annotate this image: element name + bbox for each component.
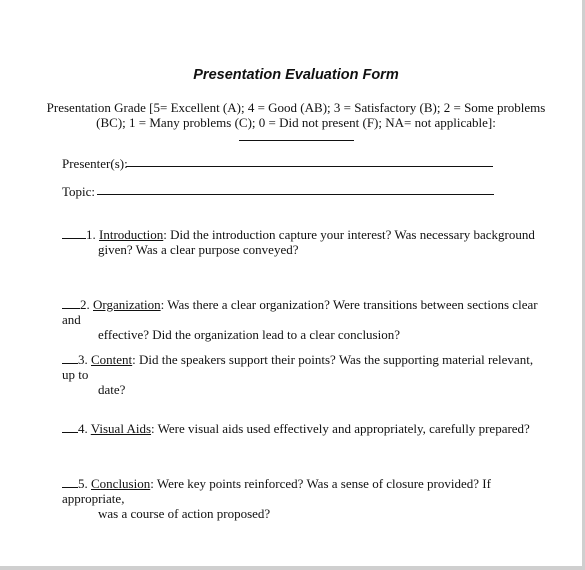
question-text: : Did the introduction capture your interest? Was necessary background — [163, 227, 535, 242]
score-blank-line[interactable] — [62, 475, 78, 488]
score-blank-line[interactable] — [62, 296, 80, 309]
question-organization — [62, 296, 542, 342]
question-heading: Visual Aids — [90, 421, 152, 436]
grade-scale — [40, 100, 552, 130]
question-text-continued: effective? Did the organization lead to a clear conclusion? — [98, 327, 400, 342]
question-text: : Were key points reinforced? Was a sense of closure provided? If appropriate, — [62, 476, 491, 506]
question-visual-aids — [62, 420, 542, 436]
presenter-blank-line[interactable] — [126, 166, 493, 167]
question-heading: Organization — [93, 297, 161, 312]
question-number: 5. — [78, 476, 88, 491]
grade-scale-line-2: (BC); 1 = Many problems (C); 0 = Did not present (F); NA= not applicable]: — [96, 115, 496, 130]
score-blank-line[interactable] — [62, 420, 78, 433]
grade-blank-line[interactable] — [239, 140, 354, 141]
question-heading: Introduction — [99, 227, 164, 242]
presenter-label: Presenter(s): — [62, 156, 128, 171]
question-text-continued: given? Was a clear purpose conveyed? — [98, 242, 299, 257]
question-number: 4. — [78, 421, 88, 436]
question-number: 3. — [78, 352, 88, 367]
question-text: : Did the speakers support their points? Was the supporting material relevant, up to — [62, 352, 534, 382]
question-text: : Was there a clear organization? Were transitions between sections clear and — [62, 297, 538, 327]
question-text: : Were visual aids used effectively and appropriately, carefully prepared? — [151, 421, 530, 436]
grade-scale-line-1: Presentation Grade [5= Excellent (A); 4 = Good (AB); 3 = Satisfactory (B); 2 = Some problems — [46, 100, 546, 115]
question-heading: Content — [91, 352, 133, 367]
question-conclusion — [62, 475, 542, 521]
question-heading: Conclusion — [91, 476, 151, 491]
question-introduction — [62, 226, 542, 257]
question-number: 1. — [86, 227, 96, 242]
topic-blank-line[interactable] — [97, 194, 494, 195]
question-text-continued: was a course of action proposed? — [98, 506, 271, 521]
question-number: 2. — [80, 297, 90, 312]
score-blank-line[interactable] — [62, 351, 78, 364]
topic-label: Topic: — [62, 184, 96, 199]
score-blank-line[interactable] — [62, 226, 86, 239]
form-title: Presentation Evaluation Form — [193, 67, 399, 83]
question-text-continued: date? — [98, 382, 126, 397]
question-content — [62, 351, 542, 397]
